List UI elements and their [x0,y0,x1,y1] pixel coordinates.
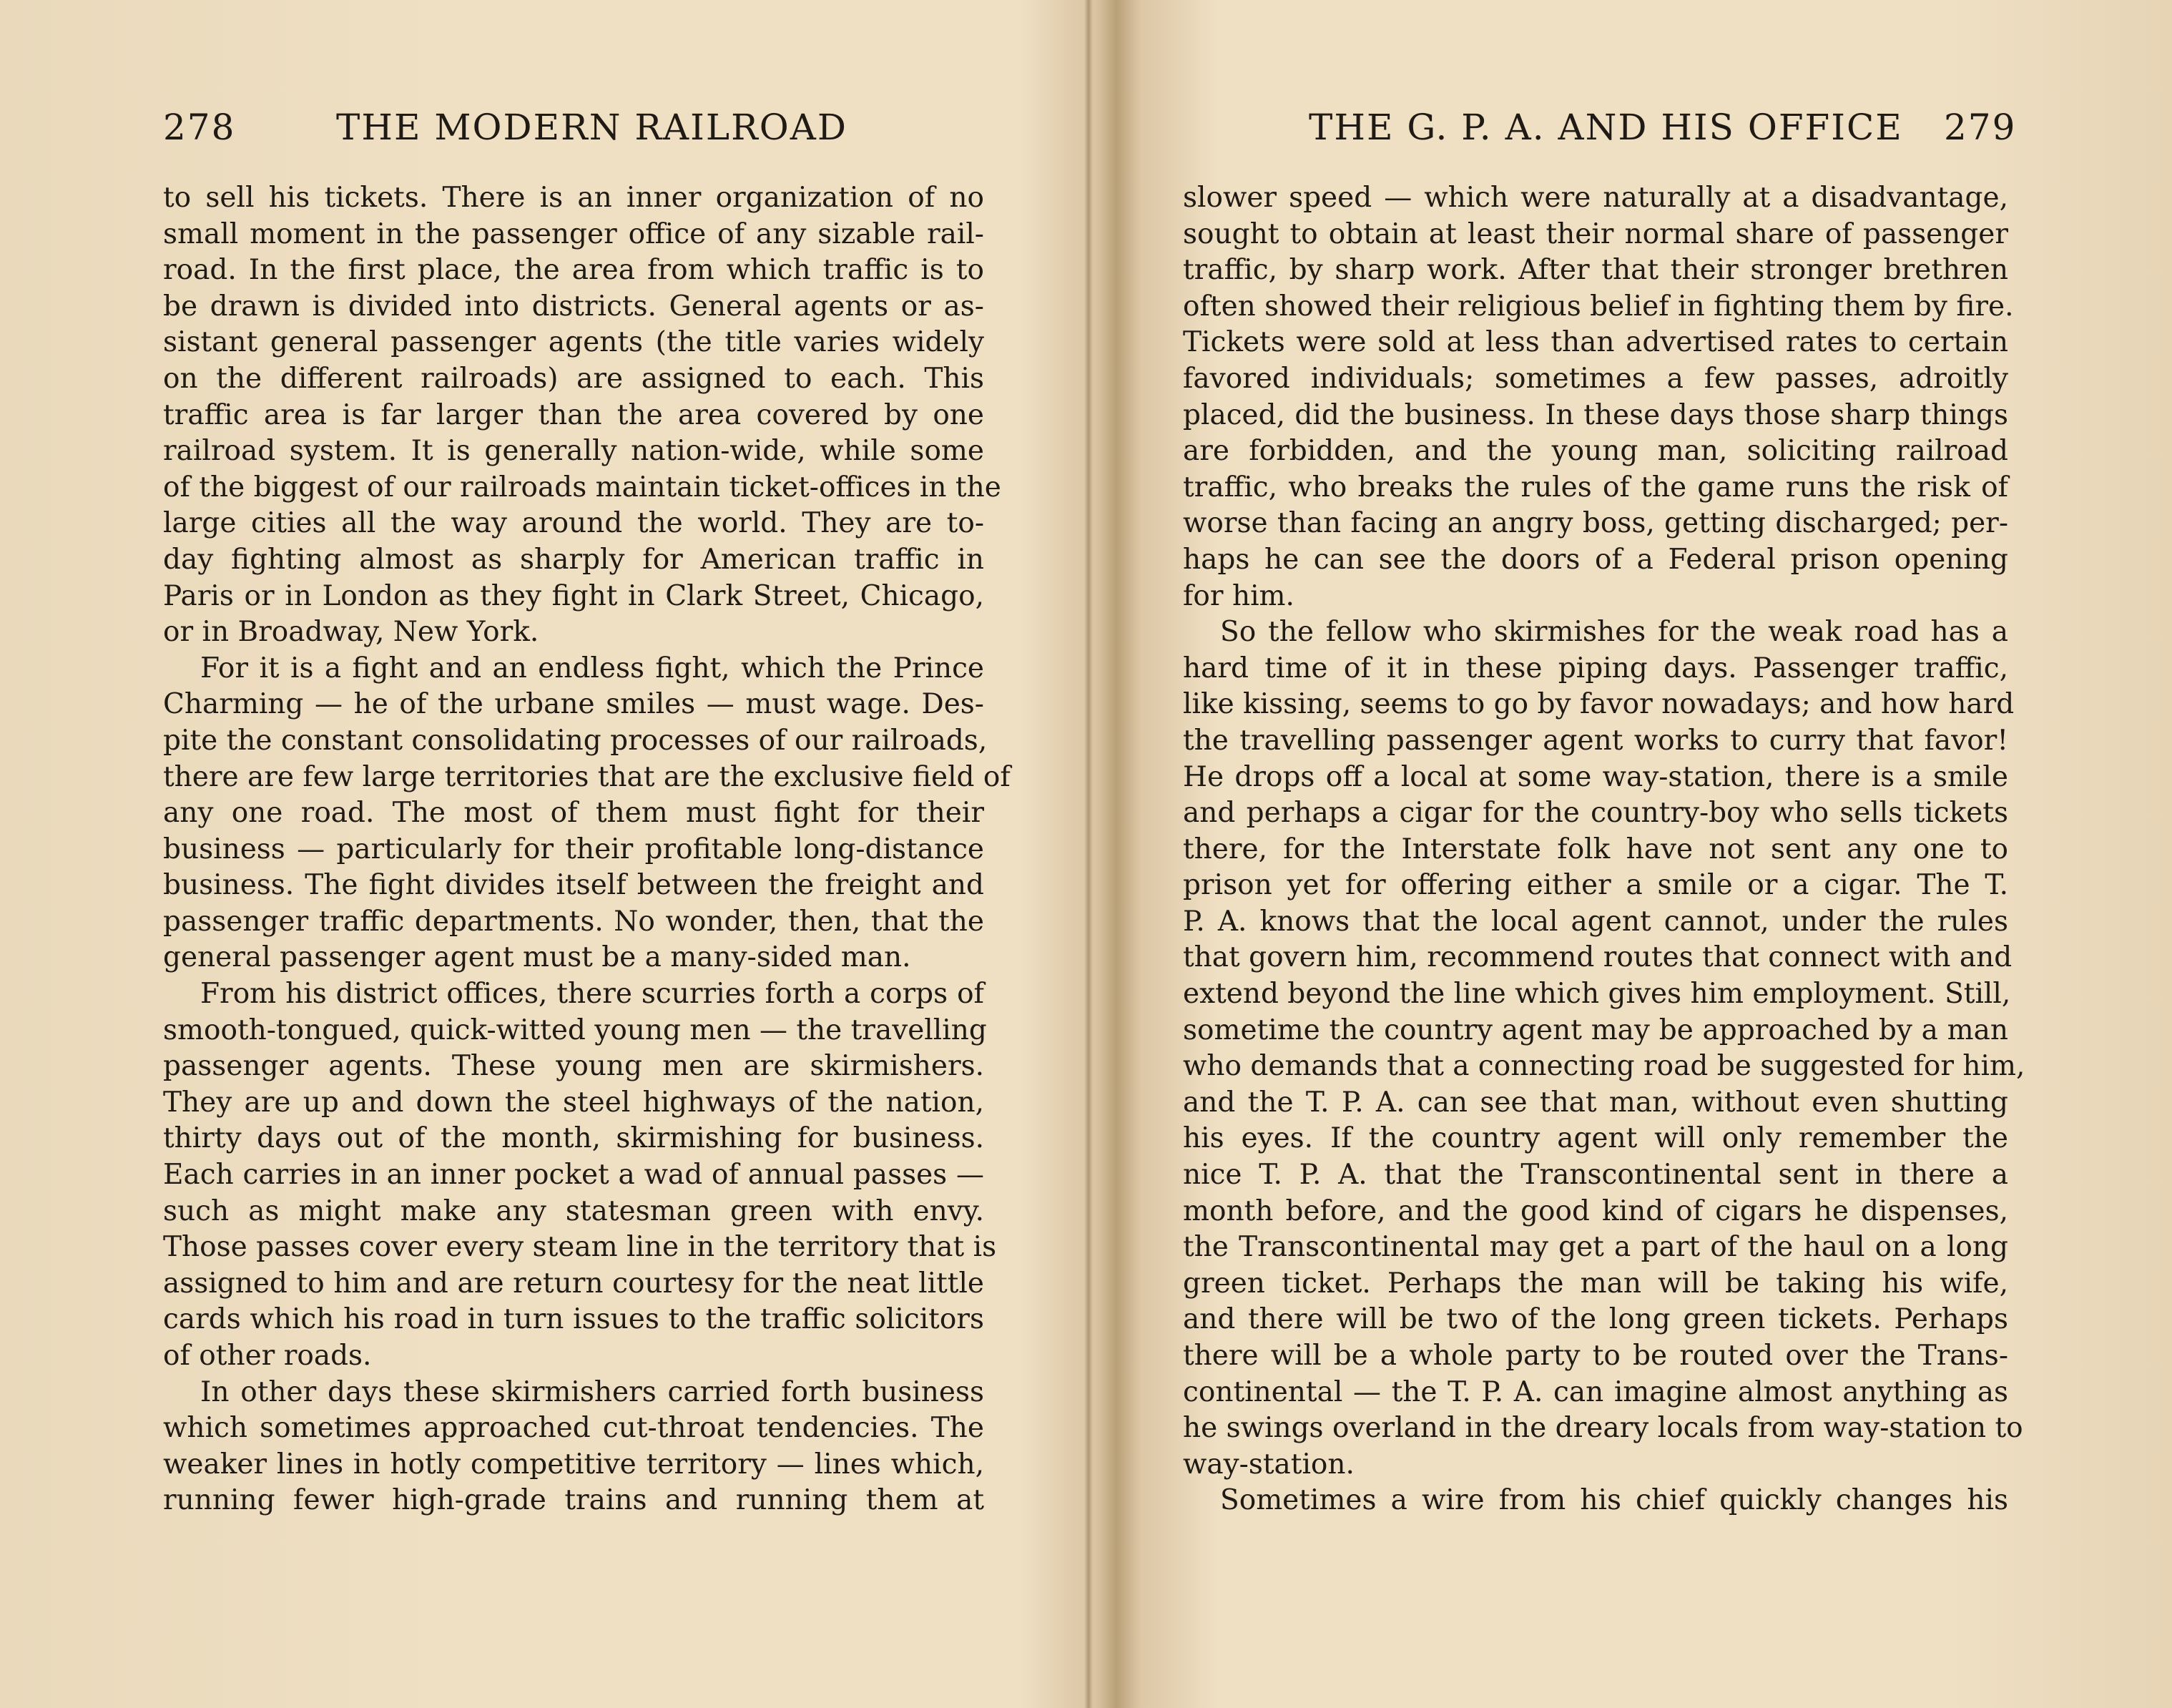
text-line: there will be a whole party to be routed over the Trans- [1183,1340,2008,1372]
left-running-head: THE MODERN RAILROAD [336,107,847,148]
text-line: there, for the Interstate folk have not sent any one to [1183,833,2008,865]
text-line: Tickets were sold at less than advertised rates to certain [1183,326,2008,359]
text-line: day fighting almost as sharply for American traffic in [163,543,984,576]
text-line: sought to obtain at least their normal share of passenger [1183,217,2008,250]
text-line: smooth-tongued, quick-witted young men — the travelling [163,1013,987,1046]
text-line: road. In the first place, the area from which traffic is to [163,254,984,287]
left-page-text [163,180,1011,1519]
text-line: slower speed — which were naturally at a disadvantage, [1183,182,2008,214]
left-page-number: 278 [163,107,236,148]
text-line: are forbidden, and the young man, soliciting railroad [1183,435,2008,468]
text-line: which sometimes approached cut-throat tendencies. The [163,1412,984,1445]
text-line: weaker lines in hotly competitive territory — lines which, [163,1448,984,1481]
text-line: large cities all the way around the world. They are to- [163,507,984,540]
text-line: assigned to him and are return courtesy for the neat little [163,1267,984,1300]
text-line: for him. [1183,579,1294,612]
text-line: traffic, by sharp work. After that their stronger brethren [1183,254,2008,287]
text-line: be drawn is divided into districts. General agents or as- [163,290,984,323]
right-page-number: 279 [1944,107,2017,148]
text-line: to sell his tickets. There is an inner organization of no [163,182,984,214]
text-line: business — particularly for their profitable long-distance [163,833,984,865]
text-line: So the fellow who skirmishes for the weak road has a [1220,616,2008,649]
text-line: sistant general passenger agents (the title varies widely [163,326,984,359]
text-line: P. A. knows that the local agent cannot, under the rules [1183,905,2008,938]
text-line: of other roads. [163,1340,372,1372]
text-line: like kissing, seems to go by favor nowadays; and how hard [1183,688,2015,721]
text-line: business. The fight divides itself between the freight and [163,869,984,902]
text-line: the travelling passenger agent works to curry that favor! [1183,724,2008,757]
text-line: and there will be two of the long green tickets. Perhaps [1183,1303,2008,1336]
text-line: often showed their religious belief in fighting them by fire. [1183,290,2014,323]
text-line: sometime the country agent may be approached by a man [1183,1013,2008,1046]
text-line: cards which his road in turn issues to the traffic solicitors [163,1303,984,1336]
text-line: favored individuals; sometimes a few passes, adroitly [1183,362,2008,395]
text-line: small moment in the passenger office of any sizable rail- [163,217,984,250]
right-page-text [1183,180,2025,1519]
text-line: prison yet for offering either a smile or a cigar. The T. [1183,869,2008,902]
text-line: any one road. The most of them must fight for their [163,797,984,830]
text-line: Each carries in an inner pocket a wad of annual passes — [163,1159,984,1192]
text-line: For it is a fight and an endless fight, which the Prince [200,652,984,684]
text-line: continental — the T. P. A. can imagine almost anything as [1183,1375,2008,1408]
book-gutter [1084,0,1093,1708]
text-line: and the T. P. A. can see that man, without even shutting [1183,1086,2008,1119]
text-line: way-station. [1183,1448,1355,1481]
text-line: traffic, who breaks the rules of the game runs the risk of [1183,471,2008,504]
text-line: He drops off a local at some way-station, there is a smile [1183,760,2008,793]
text-line: nice T. P. A. that the Transcontinental sent in there a [1183,1159,2008,1192]
text-line: placed, did the business. In these days those sharp things [1183,398,2008,431]
text-line: extend beyond the line which gives him employment. Still, [1183,978,2011,1011]
text-line: general passenger agent must be a many-sided man. [163,941,911,974]
text-line: pite the constant consolidating processes of our railroads, [163,724,988,757]
text-line: In other days these skirmishers carried forth business [200,1375,984,1408]
text-line: there are few large territories that are the exclusive field of [163,760,1011,793]
text-line: Paris or in London as they fight in Clark Street, Chicago, [163,579,984,612]
right-running-head: THE G. P. A. AND HIS OFFICE [1309,107,1903,148]
text-line: Those passes cover every steam line in the territory that is [163,1231,997,1264]
text-line: From his district offices, there scurries forth a corps of [200,978,984,1011]
text-line: on the different railroads) are assigned to each. This [163,362,984,395]
text-line: he swings overland in the dreary locals from way-station to [1183,1412,2023,1445]
text-line: railroad system. It is generally nation-wide, while some [163,435,984,468]
text-line: passenger agents. These young men are skirmishers. [163,1050,984,1083]
text-line: worse than facing an angry boss, getting discharged; per- [1183,507,2008,540]
text-line: Charming — he of the urbane smiles — must wage. Des- [163,688,984,721]
text-line: that govern him, recommend routes that connect with and [1183,941,2013,974]
text-line: They are up and down the steel highways of the nation, [163,1086,984,1119]
text-line: traffic area is far larger than the area covered by one [163,398,984,431]
text-line: or in Broadway, New York. [163,616,539,649]
text-line: Sometimes a wire from his chief quickly changes his [1220,1484,2008,1517]
text-line: and perhaps a cigar for the country-boy who sells tickets [1183,797,2008,830]
text-line: the Transcontinental may get a part of the haul on a long [1183,1231,2008,1264]
left-page [0,0,1016,1708]
text-line: such as might make any statesman green with envy. [163,1194,984,1227]
text-line: his eyes. If the country agent will only remember the [1183,1122,2008,1155]
text-line: of the biggest of our railroads maintain ticket-offices in the [163,471,1001,504]
text-line: running fewer high-grade trains and running them at [163,1484,984,1517]
right-page [1094,0,2172,1708]
text-line: haps he can see the doors of a Federal prison opening [1183,543,2008,576]
text-line: passenger traffic departments. No wonder, then, that the [163,905,984,938]
text-line: green ticket. Perhaps the man will be taking his wife, [1183,1267,2008,1300]
text-line: month before, and the good kind of cigars he dispenses, [1183,1194,2008,1227]
text-line: who demands that a connecting road be suggested for him, [1183,1050,2025,1083]
text-line: hard time of it in these piping days. Passenger traffic, [1183,652,2008,684]
text-line: thirty days out of the month, skirmishing for business. [163,1122,984,1155]
